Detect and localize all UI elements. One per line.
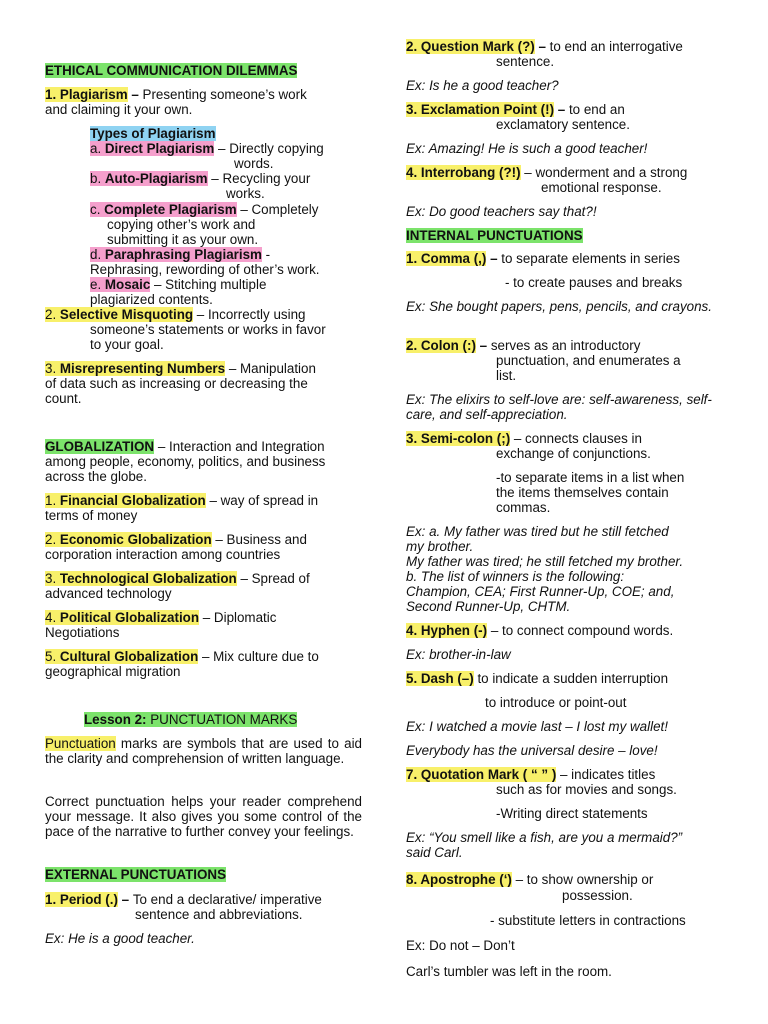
hyphen-example: Ex: brother-in-law xyxy=(406,647,511,662)
dash-example-1: Ex: I watched a movie last – I lost my wallet! xyxy=(406,719,668,734)
colon-line-2: punctuation, and enumerates a xyxy=(496,353,681,368)
dash-example-2: Everybody has the universal desire – love! xyxy=(406,743,658,758)
apostrophe-line-3: - substitute letters in contractions xyxy=(490,913,686,928)
apostrophe-example-1: Ex: Do not – Don’t xyxy=(406,938,515,953)
period-line-2: sentence and abbreviations. xyxy=(135,907,303,922)
semicolon-example-5: Champion, CEA; First Runner-Up, COE; and, xyxy=(406,584,675,599)
colon-example: Ex: The elixirs to self-love are: self-awareness, self-care, and self-appreciation. xyxy=(406,392,712,423)
question-mark-line-1: 2. Question Mark (?) – to end an interrogative xyxy=(406,39,683,54)
semicolon-example-1: Ex: a. My father was tired but he still fetched xyxy=(406,524,669,539)
type-c-line-2: copying other’s work and xyxy=(107,217,256,232)
exclamation-line-2: exclamatory sentence. xyxy=(496,117,630,132)
quotation-line-3: -Writing direct statements xyxy=(496,806,648,821)
glob-item-5-line-1: 5. Cultural Globalization – Mix culture due to xyxy=(45,649,319,664)
period-line-1: 1. Period (.) – To end a declarative/ imperative xyxy=(45,892,322,907)
semicolon-line-2: exchange of conjunctions. xyxy=(496,446,651,461)
glob-item-3-line-2: advanced technology xyxy=(45,586,172,601)
type-e-line-1: e. Mosaic – Stitching multiple xyxy=(90,277,267,292)
apostrophe-example-2: Carl’s tumbler was left in the room. xyxy=(406,964,612,979)
glob-item-4-line-2: Negotiations xyxy=(45,625,120,640)
type-c-line-1: c. Complete Plagiarism – Completely xyxy=(90,202,319,217)
type-e-line-2: plagiarized contents. xyxy=(90,292,213,307)
plagiarism-line-1: 1. Plagiarism – Presenting someone’s work xyxy=(45,87,307,102)
quotation-line-2: such as for movies and songs. xyxy=(496,782,677,797)
globalization-line-1: GLOBALIZATION – Interaction and Integration xyxy=(45,439,325,454)
type-a-line-1: a. Direct Plagiarism – Directly copying xyxy=(90,141,324,156)
external-heading: EXTERNAL PUNCTUATIONS xyxy=(45,867,227,882)
hyphen-line: 4. Hyphen (-) – to connect compound words. xyxy=(406,623,674,638)
interrobang-line-2: emotional response. xyxy=(541,180,662,195)
type-d-line-1: d. Paraphrasing Plagiarism - xyxy=(90,247,271,262)
interrobang-line-1: 4. Interrobang (?!) – wonderment and a strong xyxy=(406,165,688,180)
semicolon-example-2: my brother. xyxy=(406,539,474,554)
dash-line-1: 5. Dash (–) to indicate a sudden interruption xyxy=(406,671,669,686)
globalization-line-3: across the globe. xyxy=(45,469,147,484)
quotation-example-2: said Carl. xyxy=(406,845,463,860)
glob-item-1-line-1: 1. Financial Globalization – way of spread in xyxy=(45,493,319,508)
colon-line-1: 2. Colon (:) – serves as an introductory xyxy=(406,338,641,353)
semicolon-line-5: commas. xyxy=(496,500,551,515)
globalization-line-2: among people, economy, politics, and business xyxy=(45,454,326,469)
semicolon-example-4: b. The list of winners is the following: xyxy=(406,569,625,584)
type-d-line-2: Rephrasing, rewording of other’s work. xyxy=(90,262,320,277)
misrepresenting-line-1: 3. Misrepresenting Numbers – Manipulation xyxy=(45,361,316,376)
semicolon-example-3: My father was tired; he still fetched my brother. xyxy=(406,554,684,569)
dash-line-2: to introduce or point-out xyxy=(485,695,627,710)
glob-item-5-line-2: geographical migration xyxy=(45,664,181,679)
interrobang-example: Ex: Do good teachers say that?! xyxy=(406,204,597,219)
quotation-example-1: Ex: “You smell like a fish, are you a mermaid?” xyxy=(406,830,683,845)
lesson-title: Lesson 2: PUNCTUATION MARKS xyxy=(84,712,298,727)
comma-line-2: - to create pauses and breaks xyxy=(505,275,683,290)
selective-misquoting-line-3: to your goal. xyxy=(90,337,164,352)
internal-heading: INTERNAL PUNCTUATIONS xyxy=(406,228,583,243)
misrepresenting-line-3: count. xyxy=(45,391,82,406)
glob-item-2-line-2: corporation interaction among countries xyxy=(45,547,281,562)
glob-item-2-line-1: 2. Economic Globalization – Business and xyxy=(45,532,307,547)
exclamation-line-1: 3. Exclamation Point (!) – to end an xyxy=(406,102,625,117)
punctuation-paragraph-2: Correct punctuation helps your reader comprehend your message. It also gives you some control of the pace of the narrative to further convey your feelings. xyxy=(45,794,362,840)
glob-item-1-line-2: terms of money xyxy=(45,508,138,523)
selective-misquoting-line-2: someone’s statements or works in favor xyxy=(90,322,326,337)
exclamation-example: Ex: Amazing! He is such a good teacher! xyxy=(406,141,648,156)
selective-misquoting-line-1: 2. Selective Misquoting – Incorrectly using xyxy=(45,307,306,322)
colon-line-3: list. xyxy=(496,368,517,383)
apostrophe-line-2: possession. xyxy=(562,888,633,903)
type-c-line-3: submitting it as your own. xyxy=(107,232,259,247)
glob-item-3-line-1: 3. Technological Globalization – Spread of xyxy=(45,571,310,586)
apostrophe-line-1: 8. Apostrophe (‘) – to show ownership or xyxy=(406,872,654,887)
semicolon-line-4: the items themselves contain xyxy=(496,485,669,500)
period-example: Ex: He is a good teacher. xyxy=(45,931,195,946)
type-a-line-2: words. xyxy=(234,156,274,171)
semicolon-line-3: -to separate items in a list when xyxy=(496,470,685,485)
ethical-heading: ETHICAL COMMUNICATION DILEMMAS xyxy=(45,63,298,78)
quotation-line-1: 7. Quotation Mark ( “ ” ) – indicates titles xyxy=(406,767,656,782)
semicolon-line-1: 3. Semi-colon (;) – connects clauses in xyxy=(406,431,642,446)
glob-item-4-line-1: 4. Political Globalization – Diplomatic xyxy=(45,610,277,625)
question-mark-line-2: sentence. xyxy=(496,54,555,69)
comma-line-1: 1. Comma (,) – to separate elements in series xyxy=(406,251,680,266)
misrepresenting-line-2: of data such as increasing or decreasing the xyxy=(45,376,308,391)
type-b-line-2: works. xyxy=(226,186,265,201)
question-mark-example: Ex: Is he a good teacher? xyxy=(406,78,559,93)
plagiarism-line-2: and claiming it your own. xyxy=(45,102,193,117)
semicolon-example-6: Second Runner-Up, CHTM. xyxy=(406,599,571,614)
types-heading: Types of Plagiarism xyxy=(90,126,216,141)
comma-example: Ex: She bought papers, pens, pencils, and crayons. xyxy=(406,299,712,314)
type-b-line-1: b. Auto-Plagiarism – Recycling your xyxy=(90,171,311,186)
punctuation-paragraph-1: Punctuation marks are symbols that are used to aid the clarity and comprehension of written language. xyxy=(45,736,362,767)
